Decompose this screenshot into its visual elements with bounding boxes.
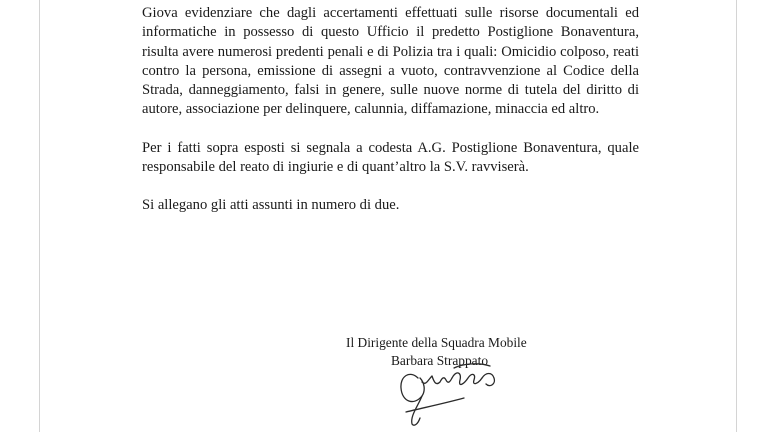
page-left-edge xyxy=(39,0,40,432)
letter-body xyxy=(142,4,639,216)
paragraph-report: Per i fatti sopra esposti si segnala a codesta A.G. Postiglione Bonaventura, quale responsabile del reato di ingiurie e di quant’altro la S.V. ravviserà. xyxy=(142,139,639,176)
signatory-role: Il Dirigente della Squadra Mobile xyxy=(346,335,527,350)
paragraph-attachments: Si allegano gli atti assunti in numero di due. xyxy=(142,197,400,214)
handwritten-signature-icon xyxy=(392,360,510,428)
page-right-edge xyxy=(736,0,737,432)
signatory-name: Barbara Strappato xyxy=(391,353,489,368)
paragraph-findings: Giova evidenziare che dagli accertamenti effettuati sulle risorse documentali ed informatiche in possesso di questo Ufficio il predetto Postiglione Bonaventura, risulta avere numerosi predenti penali e di Polizia tra i quali: Omicidio colposo, reati contro la persona, emissione di assegni a vuoto, contravvenzione al Codice della Strada, danneggiamento, falsi in genere, sulle nuove norme di tutela del diritto di autore, associazione per delinquere, calunnia, diffamazione, minaccia ed altro. xyxy=(142,5,639,118)
